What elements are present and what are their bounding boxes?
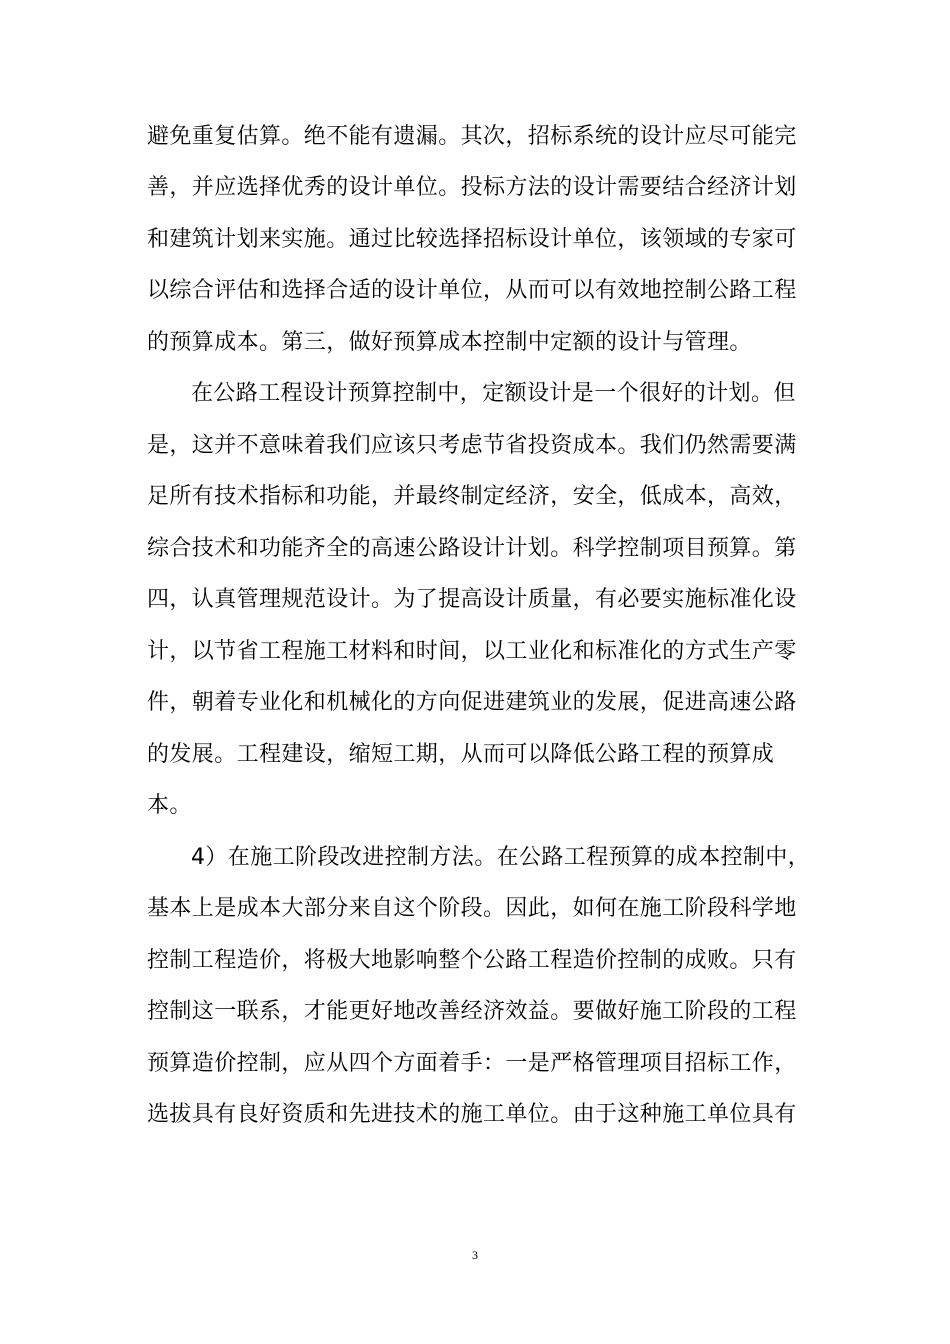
page-number: 3 (472, 1248, 478, 1262)
text-line: 善，并应选择优秀的设计单位。投标方法的设计需要结合经济计划 (147, 175, 797, 200)
text-line: 选拔具有良好资质和先进技术的施工单位。由于这种施工单位具有 (147, 1102, 797, 1127)
text-line: 避免重复估算。绝不能有遗漏。其次，招标系统的设计应尽可能完 (147, 124, 797, 149)
text-line: 以综合评估和选择合适的设计单位，从而可以有效地控制公路工程 (147, 278, 797, 303)
text-line: 控制工程造价，将极大地影响整个公路工程造价控制的成败。只有 (147, 948, 797, 973)
text-line: 计，以节省工程施工材料和时间，以工业化和标准化的方式生产零 (147, 639, 797, 664)
text-line: 和建筑计划来实施。通过比较选择招标设计单位，该领域的专家可 (147, 227, 797, 252)
text-line: 综合技术和功能齐全的高速公路设计计划。科学控制项目预算。第 (147, 536, 797, 561)
text-line: 基本上是成本大部分来自这个阶段。因此，如何在施工阶段科学地 (147, 896, 797, 921)
text-line: 四，认真管理规范设计。为了提高设计质量，有必要实施标准化设 (147, 587, 797, 612)
text-line: 本。 (147, 793, 192, 818)
text-line: 是，这并不意味着我们应该只考虑节省投资成本。我们仍然需要满 (147, 433, 797, 458)
text-line: 预算造价控制，应从四个方面着手：一是严格管理项目招标工作， (147, 1051, 797, 1076)
paragraph-first-line: 4）在施工阶段改进控制方法。在公路工程预算的成本控制中， (191, 845, 811, 870)
text-line: 件，朝着专业化和机械化的方向促进建筑业的发展，促进高速公路 (147, 690, 797, 715)
text-line: 足所有技术指标和功能，并最终制定经济，安全，低成本，高效， (147, 484, 797, 509)
text-line: 控制这一联系，才能更好地改善经济效益。要做好施工阶段的工程 (147, 999, 797, 1024)
text-line: 的发展。工程建设，缩短工期，从而可以降低公路工程的预算成 (147, 742, 775, 767)
paragraph-first-line: 在公路工程设计预算控制中，定额设计是一个很好的计划。但 (191, 381, 796, 406)
text-line: 的预算成本。第三，做好预算成本控制中定额的设计与管理。 (147, 330, 752, 355)
